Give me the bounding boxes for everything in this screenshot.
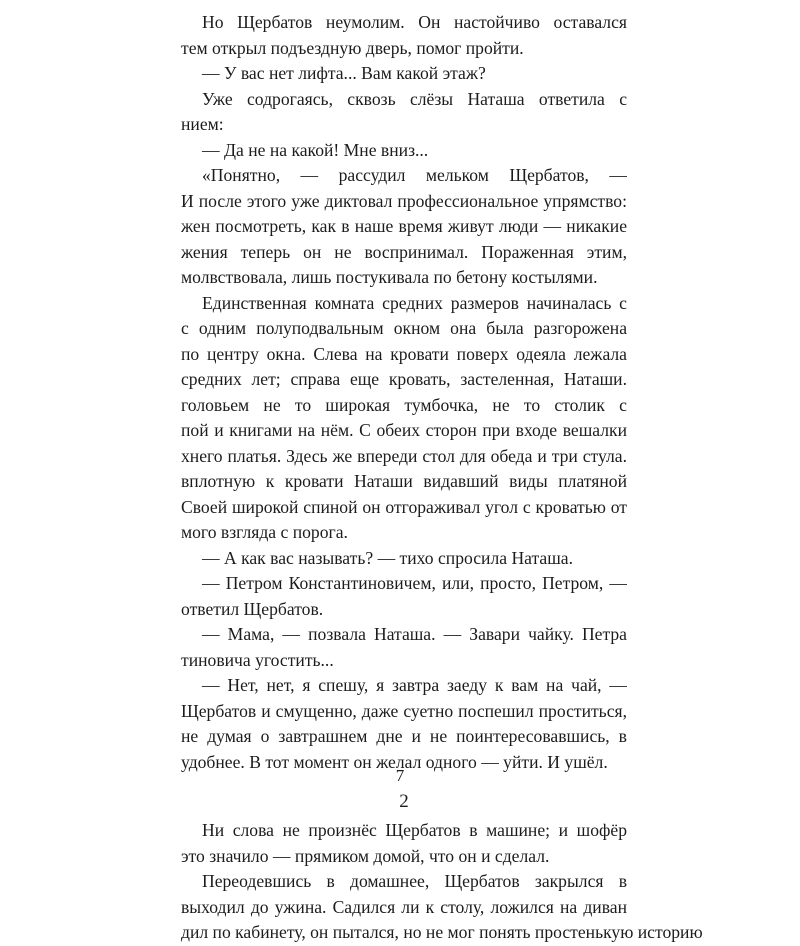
- text-line: средних лет; справа еще кровать, застеленная, Наташи.: [181, 369, 627, 389]
- text-line: Единственная комната средних размеров начиналась с: [202, 292, 627, 313]
- text-line: Ни слова не произнёс Щербатов в машине; и шофёр: [202, 820, 627, 840]
- text-line: вплотную к кровати Наташи видавший виды платяной: [181, 471, 627, 491]
- chapter-number: 2: [399, 791, 409, 812]
- text-section-2: [181, 818, 703, 946]
- paragraph: [181, 61, 627, 87]
- paragraph: [181, 291, 627, 546]
- text-line: дил по кабинету, он пытался, но не мог понять простенькую историю: [181, 922, 703, 942]
- text-line: тиновича угостить...: [181, 649, 334, 670]
- text-line: Своей широкой спиной он отгораживал угол с кроватью от: [181, 496, 627, 517]
- text-line: жен посмотреть, как в наше время живут люди — никакие: [181, 216, 627, 236]
- text-line: Переодевшись в домашнее, Щербатов закрылся в: [202, 871, 627, 891]
- text-line: удобнее. В тот момент он желал одного — уйти. И ушёл.: [181, 751, 608, 772]
- text-line: — Мама, — позвала Наташа. — Завари чайку. Петра: [202, 624, 627, 644]
- paragraph: [181, 869, 703, 946]
- text-line: — Да не на какой! Мне вниз...: [202, 139, 429, 160]
- text-line: — Нет, нет, я спешу, я завтра заеду к вам на чай, —: [202, 675, 627, 695]
- text-line: по центру окна. Слева на кровати поверх одеяла лежала: [181, 343, 627, 364]
- text-line: — А как вас называть? — тихо спросила Наташа.: [202, 547, 573, 568]
- text-line: Уже содрогаясь, сквозь слёзы Наташа ответила с: [202, 88, 627, 109]
- text-line: И после этого уже диктовал профессиональное упрямство:: [181, 190, 627, 211]
- text-line: — Петром Константиновичем, или, просто, Петром, —: [202, 573, 627, 593]
- paragraph: [181, 87, 627, 138]
- text-line: головьем не то широкая тумбочка, не то столик с: [181, 394, 627, 415]
- paragraph: [181, 673, 627, 775]
- text-line: нием:: [181, 114, 224, 134]
- text-line: Но Щербатов неумолим. Он настойчиво оставался: [202, 12, 627, 32]
- paragraph: [181, 571, 627, 622]
- paragraph: [181, 138, 627, 164]
- text-line: жения теперь он не воспринимал. Пораженная этим,: [181, 241, 627, 262]
- text-line: с одним полуподвальным окном она была разгорожена: [181, 318, 627, 338]
- text-line: «Понятно, — рассудил мельком Щербатов, —: [202, 165, 627, 185]
- text-line: хнего платья. Здесь же впереди стол для обеда и три стула.: [181, 445, 627, 466]
- text-line: — У вас нет лифта... Вам какой этаж?: [202, 63, 486, 83]
- paragraph: [181, 622, 627, 673]
- text-line: молвствовала, лишь постукивала по бетону костылями.: [181, 267, 598, 287]
- paragraph: [181, 818, 627, 869]
- text-line: ответил Щербатов.: [181, 598, 324, 619]
- text-block: [181, 10, 703, 946]
- text-line: тем открыл подъездную дверь, помог пройти.: [181, 37, 524, 58]
- text-line: не думая о завтрашнем дне и не поинтересовавшись, в: [181, 726, 627, 746]
- text-section-1: [181, 10, 627, 775]
- paragraph: [181, 546, 627, 572]
- paragraph: [181, 163, 627, 291]
- text-line: Щербатов и смущенно, даже суетно поспешил проститься,: [181, 700, 627, 721]
- text-line: это значило — прямиком домой, что он и сделал.: [181, 845, 550, 866]
- text-line: пой и книгами на нём. С обеих сторон при входе вешалки: [181, 420, 627, 440]
- text-line: выходил до ужина. Садился ли к столу, ложился на диван: [181, 896, 627, 917]
- paragraph: [181, 10, 627, 61]
- text-line: мого взгляда с порога.: [181, 522, 348, 542]
- page-number: 7: [395, 766, 405, 785]
